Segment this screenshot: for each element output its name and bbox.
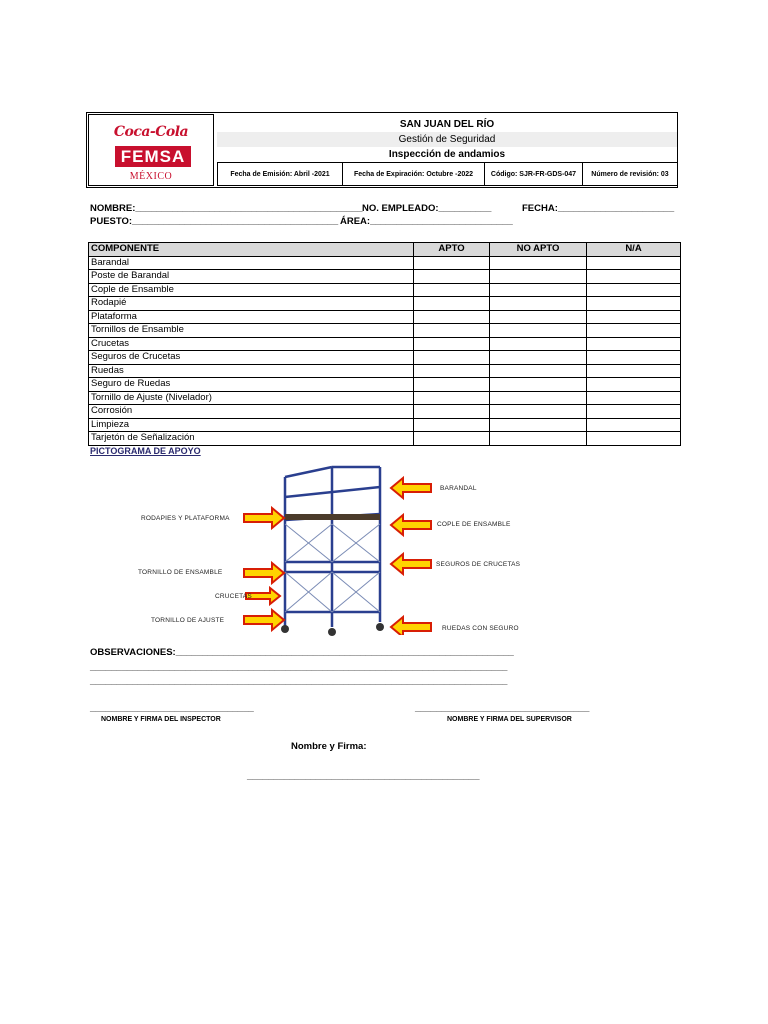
no-apto-cell[interactable] <box>490 351 587 365</box>
component-name: Ruedas <box>89 364 414 378</box>
table-row <box>89 364 681 378</box>
apto-cell[interactable] <box>414 337 490 351</box>
component-name: Tarjetón de Señalización <box>89 432 414 446</box>
table-row <box>89 310 681 324</box>
component-name: Seguro de Ruedas <box>89 378 414 392</box>
apto-cell[interactable] <box>414 364 490 378</box>
area-field[interactable]: ÁREA:___________________________ <box>340 216 513 227</box>
apto-cell[interactable] <box>414 297 490 311</box>
arrow-ruedas-icon <box>391 617 431 635</box>
company-logo <box>88 114 214 186</box>
na-cell[interactable] <box>587 378 681 392</box>
apto-cell[interactable] <box>414 351 490 365</box>
component-name: Corrosión <box>89 405 414 419</box>
na-cell[interactable] <box>587 418 681 432</box>
no-apto-cell[interactable] <box>490 378 587 392</box>
observaciones-field[interactable]: OBSERVACIONES:________________________________________________________________ <box>90 647 514 658</box>
header-subtitle: Gestión de Seguridad <box>217 132 677 147</box>
label-seguros-crucetas: SEGUROS DE CRUCETAS <box>436 561 521 568</box>
table-row <box>89 391 681 405</box>
meta-emision: Fecha de Emisión: Abril -2021 <box>217 162 343 186</box>
arrow-tornillo-ajuste-icon <box>244 610 284 630</box>
component-name: Poste de Barandal <box>89 270 414 284</box>
arrow-seguros-crucetas-icon <box>391 554 431 574</box>
label-crucetas: CRUCETAS <box>215 593 252 600</box>
na-cell[interactable] <box>587 256 681 270</box>
label-cople: COPLE DE ENSAMBLE <box>437 521 511 528</box>
no-apto-cell[interactable] <box>490 324 587 338</box>
na-cell[interactable] <box>587 432 681 446</box>
table-row <box>89 270 681 284</box>
puesto-field[interactable]: PUESTO:_______________________________________ <box>90 216 339 227</box>
apto-cell[interactable] <box>414 432 490 446</box>
na-cell[interactable] <box>587 324 681 338</box>
form-name: Inspección de andamios <box>388 149 506 160</box>
inspector-caption: NOMBRE Y FIRMA DEL INSPECTOR <box>101 716 221 723</box>
no-apto-cell[interactable] <box>490 310 587 324</box>
nombre-firma-label: Nombre y Firma: <box>291 741 367 752</box>
label-barandal: BARANDAL <box>440 485 477 492</box>
supervisor-caption: NOMBRE Y FIRMA DEL SUPERVISOR <box>447 716 572 723</box>
inspector-signature-line[interactable]: _______________________________ <box>90 703 254 714</box>
component-name: Rodapié <box>89 297 414 311</box>
apto-cell[interactable] <box>414 324 490 338</box>
observaciones-line-3[interactable]: _______________________________________________________________________________ <box>90 676 508 687</box>
apto-cell[interactable] <box>414 310 490 324</box>
no-apto-cell[interactable] <box>490 364 587 378</box>
left-arrows <box>240 475 290 635</box>
component-name: Limpieza <box>89 418 414 432</box>
fecha-field[interactable]: FECHA:______________________ <box>522 203 675 214</box>
na-cell[interactable] <box>587 283 681 297</box>
right-arrows <box>385 475 435 635</box>
na-cell[interactable] <box>587 337 681 351</box>
no-apto-cell[interactable] <box>490 337 587 351</box>
table-row <box>89 432 681 446</box>
logo-femsa-text: FEMSA <box>115 146 191 167</box>
table-row <box>89 256 681 270</box>
document-header <box>86 112 678 188</box>
table-row <box>89 418 681 432</box>
arrow-barandal-icon <box>391 478 431 498</box>
components-table <box>88 242 681 446</box>
meta-revision: Número de revisión: 03 <box>583 162 677 186</box>
no-apto-cell[interactable] <box>490 270 587 284</box>
apto-cell[interactable] <box>414 378 490 392</box>
arrow-rodapies-icon <box>244 508 284 528</box>
component-name: Crucetas <box>89 337 414 351</box>
arrow-cople-icon <box>391 515 431 535</box>
na-cell[interactable] <box>587 364 681 378</box>
arrow-tornillo-ensamble-icon <box>244 563 284 583</box>
table-row <box>89 378 681 392</box>
component-name: Tornillo de Ajuste (Nivelador) <box>89 391 414 405</box>
header-no-apto: NO APTO <box>490 243 587 257</box>
na-cell[interactable] <box>587 405 681 419</box>
no-apto-cell[interactable] <box>490 432 587 446</box>
no-empleado-field[interactable]: NO. EMPLEADO:__________ <box>362 203 492 214</box>
label-ruedas: RUEDAS CON SEGURO <box>442 625 519 632</box>
final-signature-line[interactable]: ____________________________________________ <box>247 771 480 782</box>
no-apto-cell[interactable] <box>490 391 587 405</box>
component-name: Tornillos de Ensamble <box>89 324 414 338</box>
no-apto-cell[interactable] <box>490 283 587 297</box>
table-body <box>89 256 681 445</box>
meta-codigo: Código: SJR-FR-GDS-047 <box>485 162 583 186</box>
table-row <box>89 405 681 419</box>
component-name: Plataforma <box>89 310 414 324</box>
apto-cell[interactable] <box>414 418 490 432</box>
table-row <box>89 351 681 365</box>
component-name: Seguros de Crucetas <box>89 351 414 365</box>
table-row <box>89 324 681 338</box>
no-apto-cell[interactable] <box>490 256 587 270</box>
na-cell[interactable] <box>587 351 681 365</box>
nombre-field[interactable]: NOMBRE:___________________________________________ <box>90 203 363 214</box>
no-apto-cell[interactable] <box>490 405 587 419</box>
apto-cell[interactable] <box>414 405 490 419</box>
header-apto: APTO <box>414 243 490 257</box>
no-apto-cell[interactable] <box>490 297 587 311</box>
component-name: Barandal <box>89 256 414 270</box>
table-row <box>89 337 681 351</box>
apto-cell[interactable] <box>414 256 490 270</box>
pictogram-title: PICTOGRAMA DE APOYO <box>90 446 201 456</box>
table-row <box>89 297 681 311</box>
na-cell[interactable] <box>587 310 681 324</box>
logo-coca-cola-text: Coca-Cola <box>113 124 189 140</box>
supervisor-signature-line[interactable]: _________________________________ <box>415 703 590 714</box>
meta-expiracion: Fecha de Expiración: Octubre -2022 <box>343 162 485 186</box>
apto-cell[interactable] <box>414 270 490 284</box>
header-componente: COMPONENTE <box>89 243 414 257</box>
na-cell[interactable] <box>587 297 681 311</box>
apto-cell[interactable] <box>414 283 490 297</box>
apto-cell[interactable] <box>414 391 490 405</box>
table-row <box>89 283 681 297</box>
table-header-row <box>89 243 681 257</box>
observaciones-line-2[interactable]: _______________________________________________________________________________ <box>90 662 508 673</box>
logo-mexico-text: MÉXICO <box>129 171 173 182</box>
header-title: SAN JUAN DEL RÍO <box>399 119 495 130</box>
header-na: N/A <box>587 243 681 257</box>
na-cell[interactable] <box>587 270 681 284</box>
label-tornillo-ensamble: TORNILLO DE ENSAMBLE <box>138 569 223 576</box>
label-tornillo-ajuste: TORNILLO DE AJUSTE <box>151 617 225 624</box>
na-cell[interactable] <box>587 391 681 405</box>
no-apto-cell[interactable] <box>490 418 587 432</box>
component-name: Cople de Ensamble <box>89 283 414 297</box>
label-rodapies: RODAPIES Y PLATAFORMA <box>141 515 230 522</box>
